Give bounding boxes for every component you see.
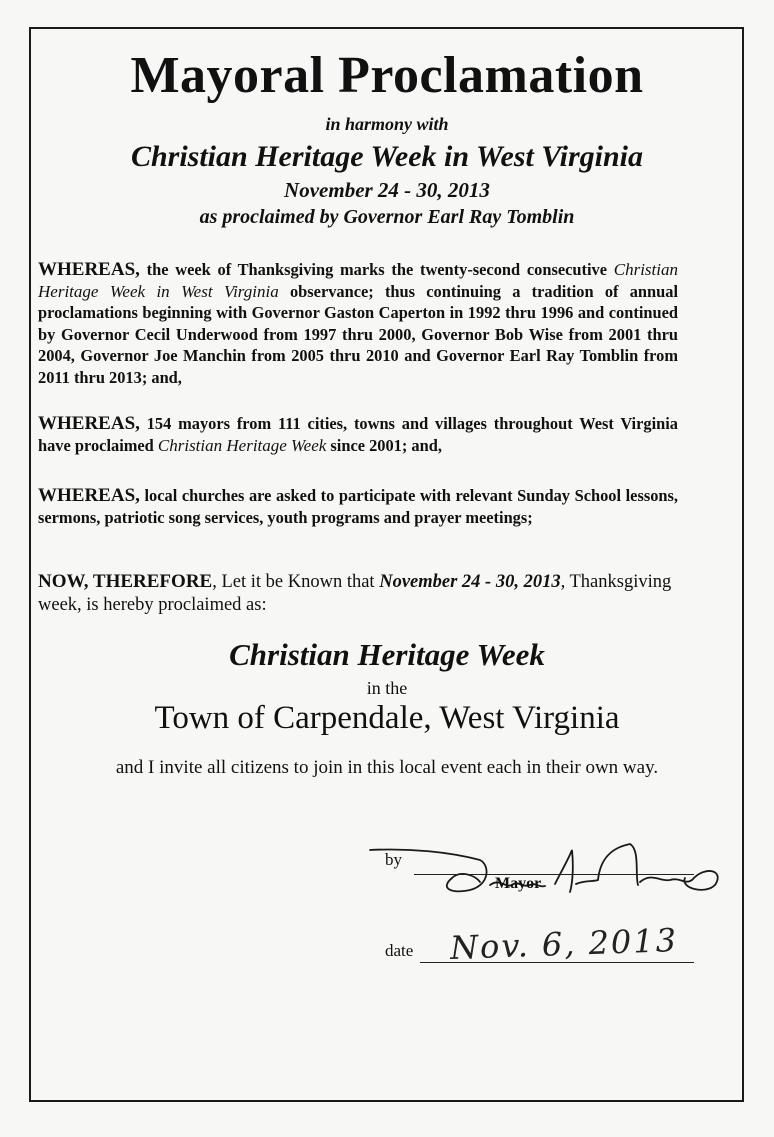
- whereas-text: the week of Thanksgiving marks the twenty-second consecutive: [139, 260, 614, 279]
- date-line: [420, 962, 694, 963]
- whereas-italic: Christian Heritage Week in West Virginia: [38, 260, 678, 301]
- whereas-lead: WHEREAS,: [38, 413, 140, 434]
- week-name: Christian Heritage Week: [229, 637, 545, 672]
- now-therefore-italic: November 24 - 30, 2013: [379, 572, 561, 592]
- whereas-lead: WHEREAS,: [38, 259, 140, 280]
- town-name: Town of Carpendale, West Virginia: [154, 700, 620, 736]
- date-range: November 24 - 30, 2013: [284, 178, 490, 202]
- whereas-text: local churches are asked to participate with relevant Sunday School lessons, sermons, patriotic song services, youth programs and prayer meetings;: [38, 486, 678, 527]
- signature-line: [414, 874, 694, 875]
- in-the-line: in the: [366, 678, 408, 698]
- now-therefore-text: , Thanksgiving week, is hereby proclaimed as:: [38, 572, 672, 615]
- date-label: date: [385, 941, 414, 960]
- whereas-text: observance; thus continuing a tradition of annual proclamations beginning with Governor Gaston Caperton in 1992 thru 1996 and continued by Governor Cecil Underwood from 1997 thru 2000, Governor Bob Wise from 2001 thru 2004, Governor Joe Manchin from 2005 thru 2010 and Governor Earl Ray Tomblin from 2011 thru 2013; and,: [38, 281, 678, 387]
- whereas-italic: Christian Heritage Week: [157, 435, 327, 455]
- whereas-paragraph-2: [38, 413, 678, 456]
- proclaimed-by: as proclaimed by Governor Earl Ray Tomblin: [199, 206, 575, 228]
- subtitle: Christian Heritage Week in West Virginia: [130, 140, 644, 173]
- harmony-line: in harmony with: [325, 114, 449, 134]
- page-title: Mayoral Proclamation: [130, 47, 644, 104]
- invite-line: and I invite all citizens to join in this local event each in their own way.: [115, 757, 659, 778]
- by-label: by: [385, 850, 402, 869]
- now-therefore-lead: NOW, THEREFORE: [38, 571, 213, 592]
- whereas-paragraph-1: [38, 259, 678, 388]
- mayor-label: Mayor: [495, 875, 542, 892]
- whereas-text: 154 mayors from 111 cities, towns and villages throughout West Virginia have proclaimed: [38, 414, 678, 455]
- whereas-text: since 2001; and,: [326, 435, 442, 455]
- handwritten-date: Nov. 6, 2013: [449, 921, 679, 967]
- whereas-paragraph-3: [38, 485, 678, 528]
- mayor-signature-icon: [340, 830, 740, 910]
- whereas-lead: WHEREAS,: [38, 485, 140, 506]
- now-therefore-paragraph: [38, 570, 698, 617]
- now-therefore-text: , Let it be Known that: [212, 572, 380, 592]
